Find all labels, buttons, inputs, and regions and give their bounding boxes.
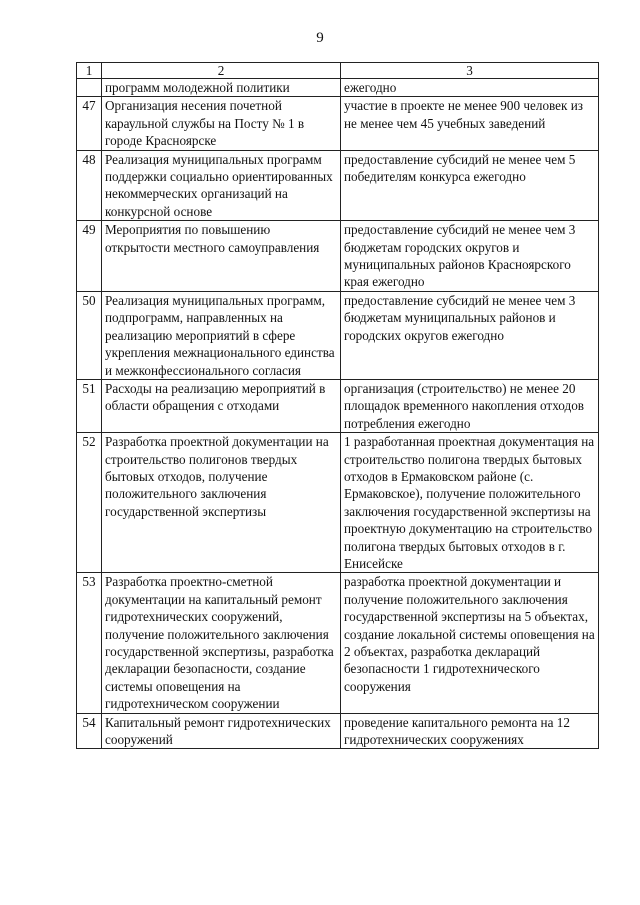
- row-result: предоставление субсидий не менее чем 5 победителям конкурса ежегодно: [341, 150, 599, 221]
- row-description: Организация несения почетной караульной службы на Посту № 1 в городе Красноярске: [102, 97, 341, 150]
- row-result: предоставление субсидий не менее чем 3 бюджетам городских округов и муниципальных районов Красноярского края ежегодно: [341, 221, 599, 292]
- table-row: [77, 379, 599, 432]
- table-header-row: [77, 63, 599, 79]
- row-number: 52: [77, 433, 102, 573]
- table-row: [77, 150, 599, 221]
- row-number: [77, 79, 102, 97]
- row-result: участие в проекте не менее 900 человек из не менее чем 45 учебных заведений: [341, 97, 599, 150]
- row-number: 54: [77, 713, 102, 749]
- row-description: Реализация муниципальных программ поддержки социально ориентированных некоммерческих организаций на конкурсной основе: [102, 150, 341, 221]
- row-result: проведение капитального ремонта на 12 гидротехнических сооружениях: [341, 713, 599, 749]
- row-result: предоставление субсидий не менее чем 3 бюджетам муниципальных районов и городских округов ежегодно: [341, 291, 599, 379]
- table-row: [77, 433, 599, 573]
- table-row: [77, 97, 599, 150]
- row-description: Расходы на реализацию мероприятий в области обращения с отходами: [102, 379, 341, 432]
- row-number: 49: [77, 221, 102, 292]
- header-cell-col-2: 2: [102, 63, 341, 79]
- row-number: 47: [77, 97, 102, 150]
- row-number: 53: [77, 573, 102, 713]
- table-row: [77, 79, 599, 97]
- row-description: Мероприятия по повышению открытости местного самоуправления: [102, 221, 341, 292]
- header-cell-col-3: 3: [341, 63, 599, 79]
- row-number: 51: [77, 379, 102, 432]
- row-result: разработка проектной документации и получение положительного заключения государственной экспертизы на 5 объектах, создание локальной системы оповещения на 2 объектах, разработка деклараций безопасности 1 гидротехнического сооружения: [341, 573, 599, 713]
- header-cell-col-1: 1: [77, 63, 102, 79]
- row-number: 48: [77, 150, 102, 221]
- row-description: программ молодежной политики: [102, 79, 341, 97]
- document-table: [76, 62, 599, 749]
- table-row: [77, 291, 599, 379]
- row-description: Разработка проектно-сметной документации на капитальный ремонт гидротехнических сооружений, получение положительного заключения государственной экспертизы, разработка декларации безопасности, создание системы оповещения на гидротехническом сооружении: [102, 573, 341, 713]
- row-result: организация (строительство) не менее 20 площадок временного накопления отходов потребления ежегодно: [341, 379, 599, 432]
- row-result: 1 разработанная проектная документация на строительство полигона твердых бытовых отходов в Ермаковском районе (с. Ермаковское), получение положительного заключения государственной экспертизы на проектную документацию на строительство полигона твердых бытовых отходов в г. Енисейске: [341, 433, 599, 573]
- row-number: 50: [77, 291, 102, 379]
- row-description: Капитальный ремонт гидротехнических сооружений: [102, 713, 341, 749]
- table-row: [77, 221, 599, 292]
- table-row: [77, 573, 599, 713]
- table-row: [77, 713, 599, 749]
- row-description: Реализация муниципальных программ, подпрограмм, направленных на реализацию мероприятий в сфере укрепления межнационального единства и межконфессионального согласия: [102, 291, 341, 379]
- row-description: Разработка проектной документации на строительство полигонов твердых бытовых отходов, получение положительного заключения государственной экспертизы: [102, 433, 341, 573]
- page-number: 9: [316, 30, 324, 46]
- row-result: ежегодно: [341, 79, 599, 97]
